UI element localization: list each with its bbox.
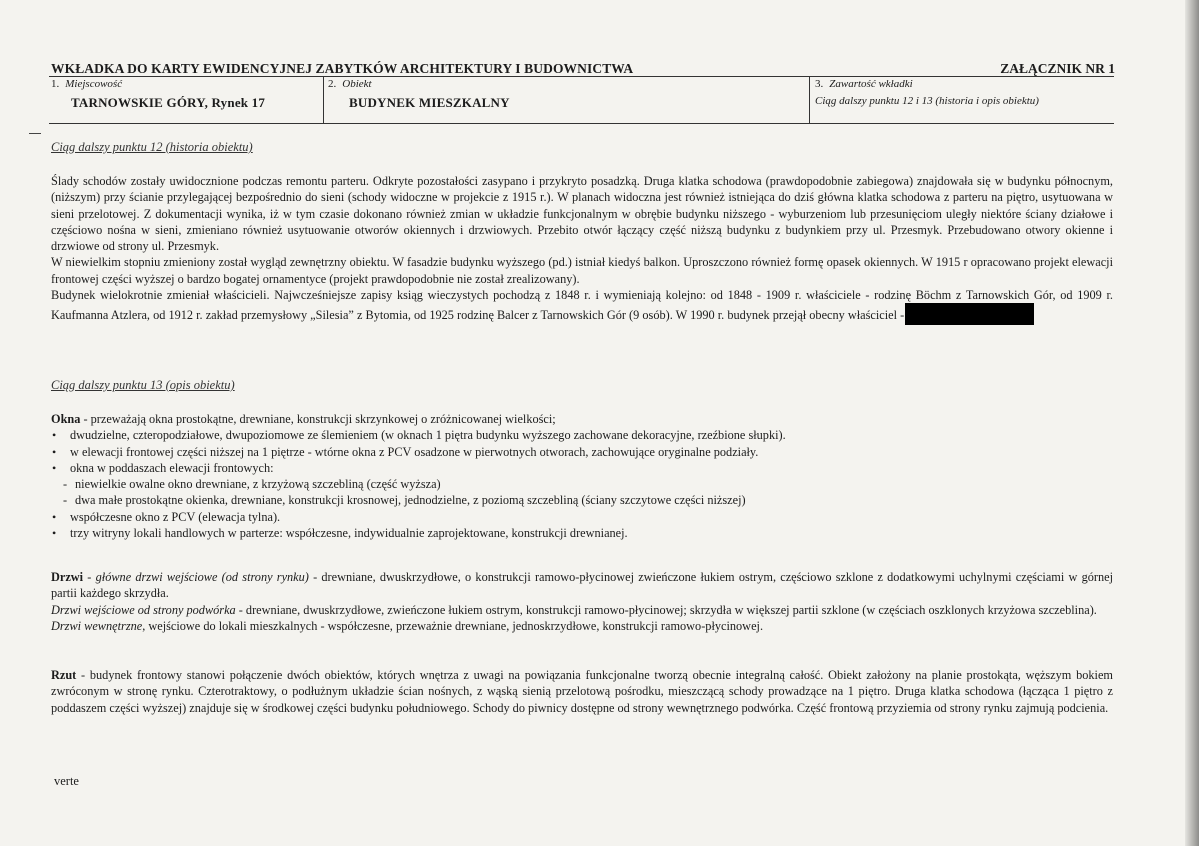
windows-description: [51, 411, 1113, 541]
field-3-value: Ciąg dalszy punktu 12 i 13 (historia i opis obiektu): [815, 95, 1039, 107]
margin-dash: [29, 133, 41, 134]
windows-subitem: - dwa małe prostokątne okienka, drewniane, konstrukcji krosnowej, jednodzielne, z poziomą szczebliną (ściany szczytowe części niższej): [63, 493, 746, 508]
windows-item: • w elewacji frontowej części niższej na 1 piętrze - wtórne okna z PCV osadzone w pierwotnych otworach, zachowujące oryginalne podziały.: [51, 444, 1113, 460]
doors-main: Drzwi - główne drzwi wejściowe (od strony rynku) - drewniane, dwuskrzydłowe, o konstrukcji ramowo-płycinowej zwieńczone łukiem ostrym, częściowo szklone z dodatkowymi uchylnymi częściami w górnej partii każdego skrzydła.: [51, 570, 1113, 601]
section-13-heading: Ciąg dalszy punktu 13 (opis obiektu): [51, 378, 235, 392]
field-3-label: 3. Zawartość wkładki: [815, 78, 913, 90]
doors-interior: Drzwi wewnętrzne, wejściowe do lokali mieszkalnych - współczesne, przeważnie drewniane, jednoskrzydłowe, konstrukcji ramowo-płycinowej.: [51, 618, 764, 633]
doors-description: [51, 569, 1113, 634]
windows-item: • dwudzielne, czteropodziałowe, dwupoziomowe ze ślemieniem (w oknach 1 piętra budynku wyższego zachowane dekoracyjne, rzeźbione słupki).: [51, 427, 1113, 443]
section-12-heading: Ciąg dalszy punktu 12 (historia obiektu): [51, 140, 253, 154]
field-1-label: 1. Miejscowość: [51, 78, 123, 90]
doors-courtyard: Drzwi wejściowe od strony podwórka - drewniane, dwuskrzydłowe, zwieńczone łukiem ostrym, konstrukcji ramowo-płycinowej; skrzydła w większej partii szklone (w częściach oszklonych krzyżowa szczeblina).: [51, 602, 1097, 617]
field-divider-2: [809, 77, 810, 123]
windows-item: • współczesne okno z PCV (elewacja tylna).: [51, 509, 1113, 525]
windows-item: • okna w poddaszach elewacji frontowych:: [51, 460, 1113, 476]
windows-item: • trzy witryny lokali handlowych w parterze: współczesne, indywidualnie zaprojektowane, konstrukcji drewnianej.: [51, 525, 1113, 541]
history-paragraph-2: W niewielkim stopniu zmieniony został wygląd zewnętrzny obiektu. W fasadzie budynku wyższego (pd.) istniał kiedyś balkon. Uproszczono również formę opasek okiennych. W 1915 r opracowano projekt elewacji frontowej części wyższej o bardzo bogatej ornamentyce (projekt prawdopodobnie nie został zrealizowany).: [51, 255, 1113, 286]
field-2-label: 2. Obiekt: [328, 78, 372, 90]
history-paragraph-3: Budynek wielokrotnie zmieniał właścicieli. Najwcześniejsze zapisy ksiąg wieczystych pochodzą z 1848 r. i wymieniają kolejno: od 1848 - 1909 r. właściciele - rodzinę Böchm z Tarnowskich Gór, od 1909 r. Kaufmanna Atzlera, od 1912 r. zakład przemysłowy „Silesia” z Bytomia, od 1925 rodzinę Balcer z Tarnowskich Gór (9 osób). W 1990 r. budynek przejął obecny właściciel -: [51, 287, 1113, 325]
form-title: WKŁADKA DO KARTY EWIDENCYJNEJ ZABYTKÓW ARCHITEKTURY I BUDOWNICTWA: [51, 61, 634, 76]
section-12-body: [51, 173, 1113, 325]
field-2-value: BUDYNEK MIESZKALNY: [349, 95, 510, 110]
verte-note: verte: [54, 774, 79, 788]
windows-intro: Okna - przeważają okna prostokątne, drewniane, konstrukcji skrzynkowej o zróżnicowanej wielkości;: [51, 412, 556, 426]
plan-description: Rzut - budynek frontowy stanowi połączenie dwóch obiektów, których wnętrza z uwagi na powiązania funkcjonalne tworzą obecnie integralną całość. Obiekt założony na planie prostokąta, węższym bokiem zwróconym w stronę rynku. Czterotraktowy, o podłużnym układzie ścian nośnych, z wąską sienią przelotową pośrodku, mieszczącą schody prowadzące na 1 piętro. Druga klatka schodowa (łącząca 1 piętro z poddaszem części wyższej) znajduje się w środkowej części budynku południowego. Schody do piwnicy dostępne od strony wewnętrznego podwórka. Część frontową przyziemia od strony rynku zajmują podcienia.: [51, 668, 1113, 715]
header-rule-top: [49, 76, 1114, 77]
history-paragraph-1: Ślady schodów zostały uwidocznione podczas remontu parteru. Odkryte pozostałości zasypano i przykryto posadzką. Druga klatka schodowa (prawdopodobnie zabiegowa) znajdowała się w budynku północnym, (niższym) przy ścianie przylegającej bezpośrednio do sieni (schody widoczne w projekcie z 1915 r.). W planach widoczna jest również istniejąca do dziś główna klatka schodowa z parteru na piętro, usytuowana w sieni przelotowej. Z dokumentacji wynika, iż w tym czasie dokonano również zmian w układzie funkcjonalnym w obrębie budynku niższego - wyburzeniom lub przesunięciom uległy niektóre ściany działowe i częściowo nośna w sieni, zmieniano również usytuowanie otworów okiennych i drzwiowych. Przebito otwór łączący część niższą budynku z budynkiem przy ul. Przesmyk. Przebudowano otwory okienne i drzwiowe od strony ul. Przesmyk.: [51, 174, 1113, 254]
redaction-block: [905, 303, 1034, 325]
field-divider-1: [323, 77, 324, 123]
windows-subitem: - niewielkie owalne okno drewniane, z krzyżową szczebliną (część wyższa): [63, 477, 441, 492]
field-1-value: TARNOWSKIE GÓRY, Rynek 17: [71, 95, 266, 110]
header-rule-bottom: [49, 123, 1114, 124]
annex-number: ZAŁĄCZNIK NR 1: [1000, 61, 1115, 76]
